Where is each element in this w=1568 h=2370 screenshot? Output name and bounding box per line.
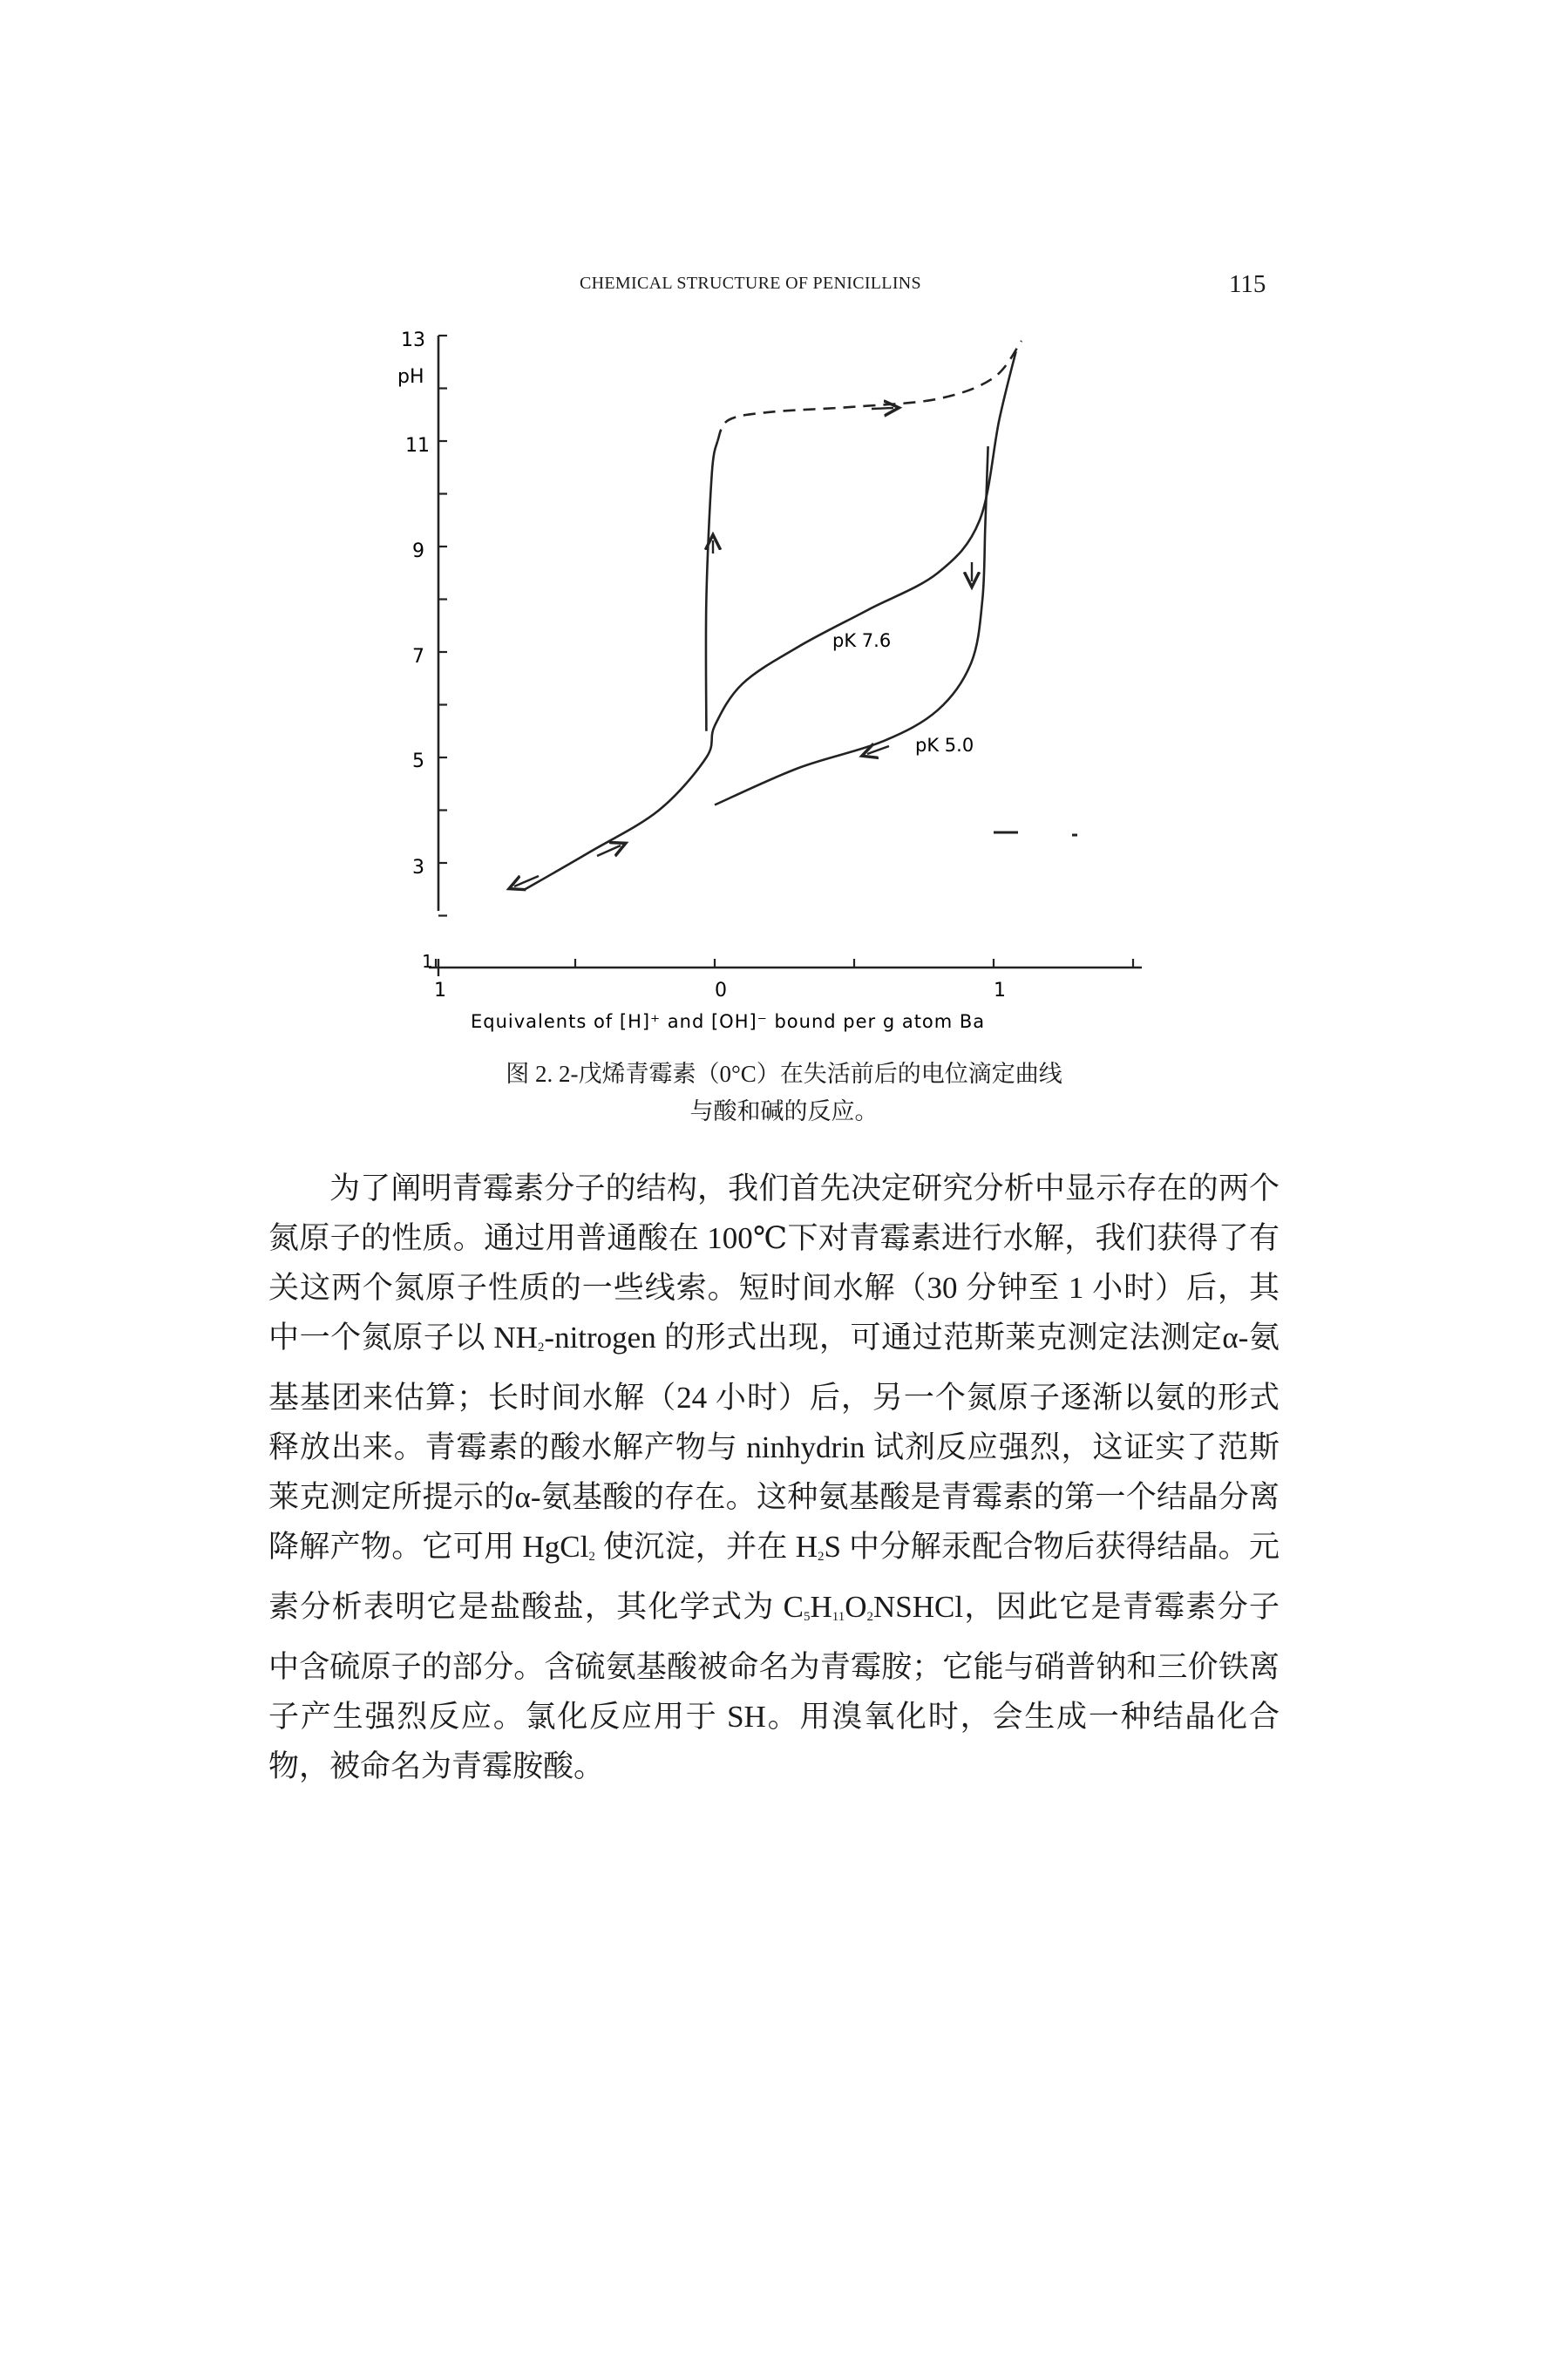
titration-figure — [384, 318, 1168, 1042]
subscript: 5 — [804, 1610, 811, 1624]
x-tick-label: 1 — [994, 980, 1006, 1002]
x-tick-label: 0 — [715, 980, 727, 1002]
text-run: -nitrogen 的形式出现，可通过范斯莱克测定法测定α-氨基基团来估算；长时间水解（24 小时）后，另一个氮原子逐渐以氨的形式释放出来。青霉素的酸水解产物与 ninhydrin 试剂反应强烈，这证实了范斯莱克测定所提示的α-氨基酸的存在。这种氨基酸是青霉素的第一个结晶分离降解产物。它可用 HgCl — [268, 1321, 1280, 1564]
x-tick-label: 1 — [434, 980, 446, 1002]
arrow-right-dashed — [872, 408, 893, 409]
running-title: CHEMICAL STRUCTURE OF PENICILLINS — [580, 274, 921, 293]
subscript: 2 — [588, 1550, 595, 1564]
subscript: 2 — [818, 1550, 825, 1564]
arrow-left-back — [867, 746, 889, 754]
paragraph — [268, 1164, 1280, 1791]
y-tick-label: 1 — [422, 951, 433, 972]
y-tick-label: 9 — [412, 540, 424, 562]
text-run: 为了阐明青霉素分子的结构，我们首先决定研究分析中显示存在的两个氮原子的性质。通过用普通酸在 100℃下对青霉素进行水解，我们获得了有关这两个氮原子性质的一些线索。短时间水解（30 分钟至 1 小时）后，其中一个氮原子以 NH — [268, 1171, 1280, 1355]
x-axis-label: Equivalents of [H]⁺ and [OH]⁻ bound per g atom Ba — [471, 1011, 986, 1032]
titration-curve-2 — [706, 441, 717, 731]
y-tick-label: 7 — [412, 646, 424, 668]
text-run: O — [845, 1590, 867, 1624]
y-axis-label: pH — [397, 366, 424, 388]
subscript: 11 — [832, 1610, 845, 1624]
text-run: H — [810, 1590, 832, 1624]
titration-chart-svg — [384, 318, 1168, 1042]
text-run: NSHCl，因此它是青霉素分子中含硫原子的部分。含硫氨基酸被命名为青霉胺；它能与硝普钠和三价铁离子产生强烈反应。氯化反应用于 SH。用溴氧化时，会生成一种结晶化合物，被命名为青霉胺酸。 — [268, 1590, 1280, 1783]
pk-5-0-annotation: pK 5.0 — [915, 735, 974, 756]
text-run: 使沉淀，并在 H — [594, 1530, 818, 1564]
subscript: 2 — [866, 1610, 874, 1624]
titration-curve-3 — [717, 341, 1022, 441]
y-tick-label: 11 — [405, 435, 430, 457]
y-tick-label: 5 — [412, 750, 424, 772]
y-tick-label: 3 — [412, 857, 424, 879]
body-paragraph — [268, 1164, 1280, 1791]
y-tick-label: 13 — [401, 329, 425, 351]
figure-caption-line-2: 与酸和碱的反应。 — [689, 1098, 879, 1124]
titration-curve-1 — [525, 351, 1015, 889]
subscript: 2 — [537, 1341, 545, 1355]
figure-caption-line-1: 图 2. 2-戊烯青霉素（0°C）在失活前后的电位滴定曲线 — [506, 1061, 1062, 1087]
pk-7-6-annotation: pK 7.6 — [832, 630, 892, 651]
page-header — [0, 270, 1568, 305]
page-number: 115 — [1229, 270, 1266, 298]
text-run: S 中分解汞配合物后获得结晶。元素分析表明它是盐酸盐，其化学式为 C — [268, 1530, 1280, 1624]
